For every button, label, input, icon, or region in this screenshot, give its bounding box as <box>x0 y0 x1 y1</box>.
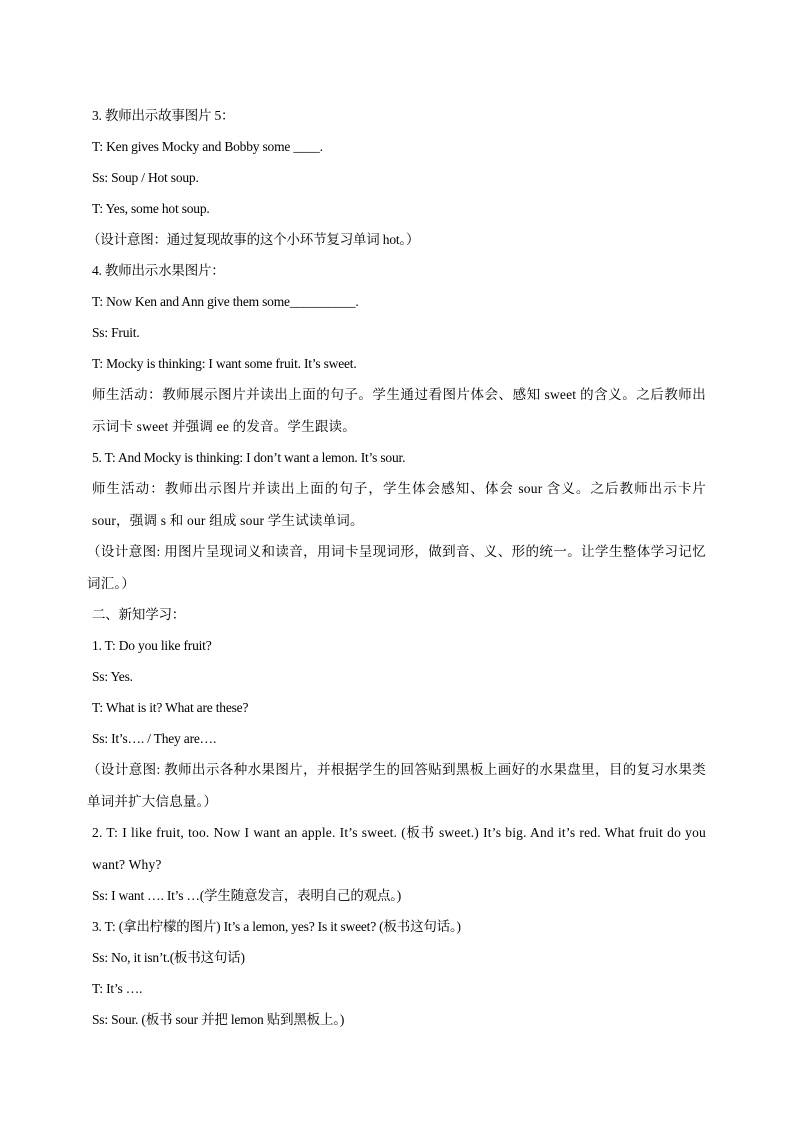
dialogue-line: T: Mocky is thinking: I want some fruit. It’s sweet. <box>92 356 357 371</box>
dialogue-line: Ss: Yes. <box>92 669 133 684</box>
section-heading-new-learning: 二、新知学习： <box>92 607 186 622</box>
dialogue-line: Ss: Sour. (板书 sour 并把 lemon 贴到黑板上。) <box>92 1012 345 1027</box>
activity-paragraph: 师生活动：教师出示图片并读出上面的句子，学生体会感知、体会 sour 含义。之后教师出示卡片 sour，强调 s 和 our 组成 sour 学生试读单词。 <box>92 481 706 528</box>
design-intent-note: （设计意图: 教师出示各种水果图片，并根据学生的回答贴到黑板上画好的水果盘里，目的复习水果类单词并扩大信息量。） <box>87 762 706 809</box>
dialogue-line: Ss: No, it isn’t.(板书这句话) <box>92 950 245 965</box>
dialogue-line: T: Now Ken and Ann give them some__________. <box>92 294 359 309</box>
dialogue-line: Ss: Soup / Hot soup. <box>92 170 199 185</box>
design-intent-note: （设计意图: 用图片呈现词义和读音，用词卡呈现词形，做到音、义、形的统一。让学生整体学习记忆词汇。） <box>87 544 706 591</box>
dialogue-line: T: What is it? What are these? <box>92 700 249 715</box>
activity-paragraph: 师生活动：教师展示图片并读出上面的句子。学生通过看图片体会、感知 sweet 的含义。之后教师出示词卡 sweet 并强调 ee 的发音。学生跟读。 <box>92 387 706 434</box>
dialogue-line: T: Ken gives Mocky and Bobby some ____. <box>92 139 323 154</box>
dialogue-line: Ss: I want …. It’s …(学生随意发言，表明自己的观点。) <box>92 888 402 903</box>
dialogue-line: 1. T: Do you like fruit? <box>92 638 212 653</box>
step-4-heading: 4. 教师出示水果图片： <box>92 263 225 278</box>
design-intent-note: （设计意图：通过复现故事的这个小环节复习单词 hot。） <box>87 232 420 247</box>
document-body <box>87 100 706 1035</box>
dialogue-line: 3. T: (拿出柠檬的图片) It’s a lemon, yes? Is it sweet? (板书这句话。) <box>92 919 461 934</box>
dialogue-paragraph: 2. T: I like fruit, too. Now I want an apple. It’s sweet. (板书 sweet.) It’s big. And it’s red. What fruit do you want? Why? <box>92 825 706 872</box>
dialogue-line: T: It’s …. <box>92 981 143 996</box>
dialogue-line: T: Yes, some hot soup. <box>92 201 210 216</box>
dialogue-line: Ss: Fruit. <box>92 325 140 340</box>
step-3-heading: 3. 教师出示故事图片 5： <box>92 108 235 123</box>
dialogue-line: Ss: It’s…. / They are…. <box>92 731 217 746</box>
step-5-dialogue: 5. T: And Mocky is thinking: I don’t want a lemon. It’s sour. <box>92 450 406 465</box>
